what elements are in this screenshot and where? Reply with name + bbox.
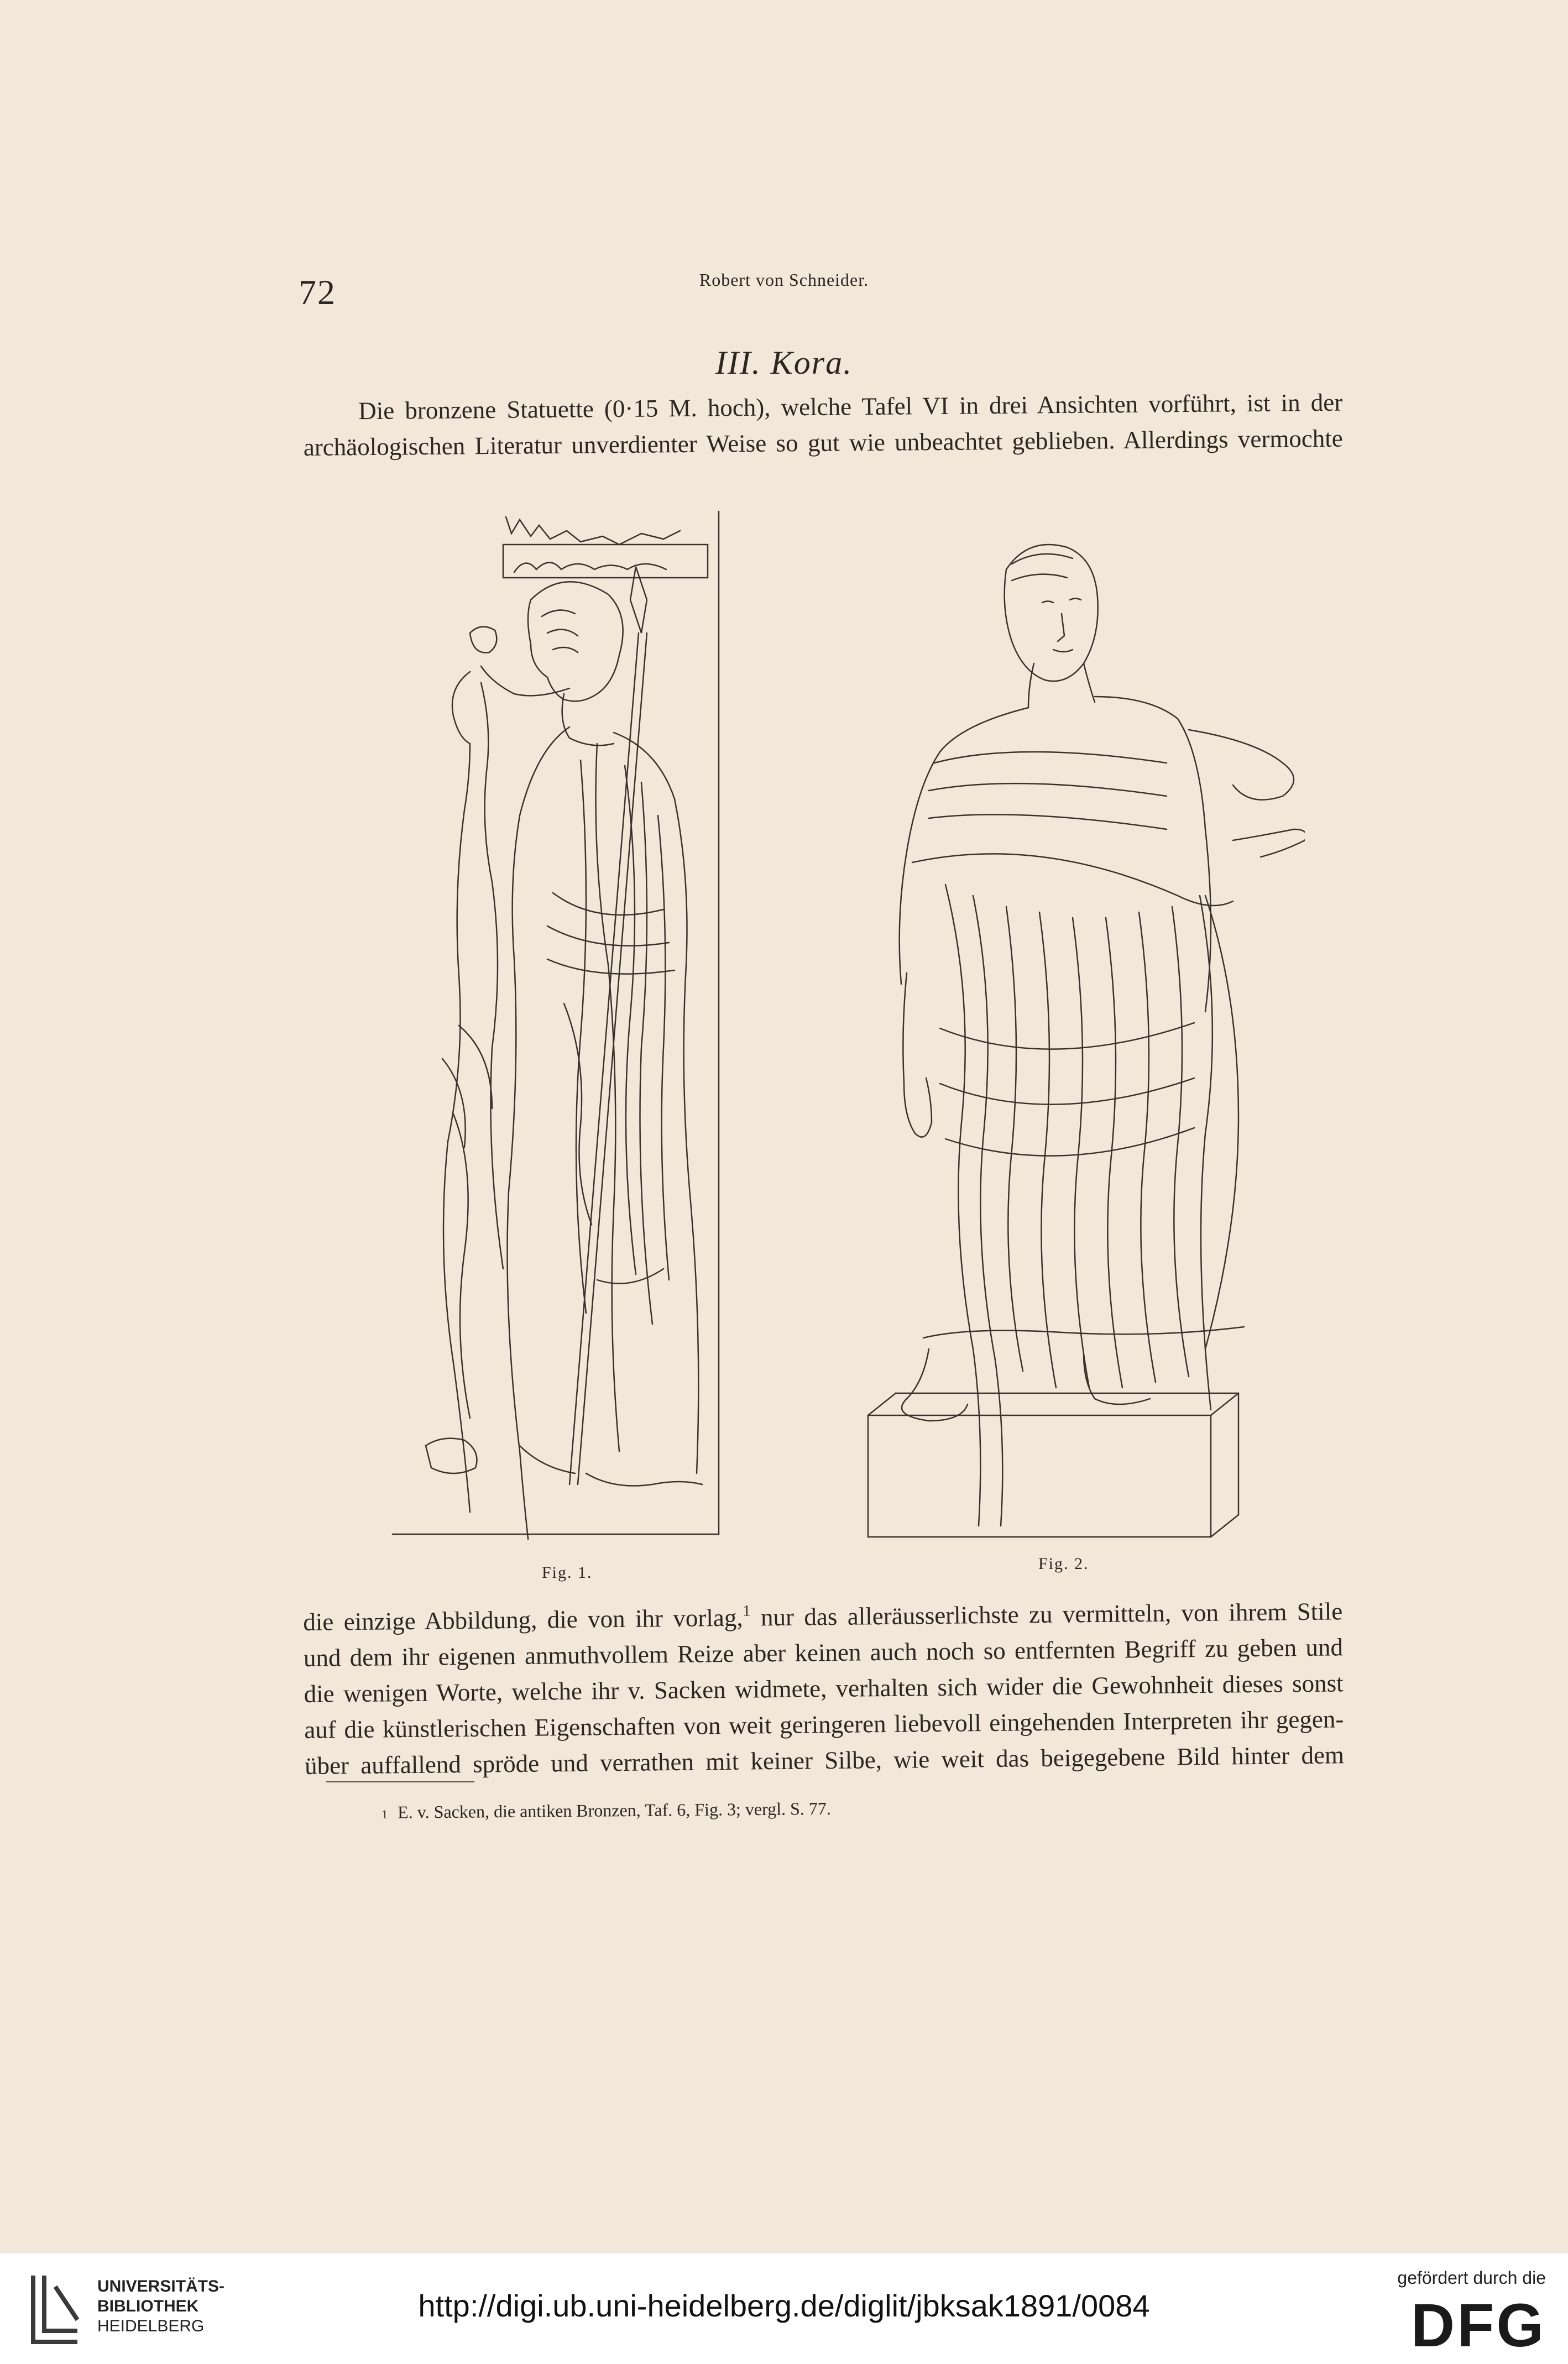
digitization-footer (0, 2253, 1568, 2364)
library-name-line: BIBLIOTHEK (97, 2297, 199, 2315)
paragraph-line: archäologischen Literatur unverdienter Weise so gut wie unbeachtet geblieben. Allerdings vermochte (303, 424, 1343, 461)
footnote-mark: 1 (381, 1807, 388, 1821)
paragraph-continued (303, 1593, 1344, 1784)
page-number: 72 (299, 273, 336, 312)
footnote-text: E. v. Sacken, die antiken Bronzen, Taf. 6, Fig. 3; vergl. S. 77. (397, 1798, 831, 1822)
paragraph-line: Die bronzene Statuette (0·15 M. hoch), welche Tafel VI in drei Ansichten vorführt, ist in der (358, 388, 1343, 425)
section-title: III. Kora. (715, 344, 853, 381)
figure-2-caption: Fig. 2. (1038, 1555, 1089, 1573)
footnote-reference[interactable]: 1 (743, 1602, 751, 1620)
paragraph-line: die wenigen Worte, welche ihr v. Sacken widmete, verhalten sich wider die Gewohnheit dieses sonst (304, 1669, 1344, 1708)
figure-1-relief-illustration (387, 506, 730, 1540)
library-name-line: UNIVERSITÄTS- (97, 2277, 225, 2295)
figure-1-caption: Fig. 1. (542, 1563, 593, 1582)
figure-2-statue-illustration (846, 531, 1305, 1542)
paragraph-line: über auffallend spröde und verrathen mit keiner Silbe, wie weit das beigegebene Bild hinter dem (304, 1741, 1345, 1780)
footnote (381, 1798, 831, 1823)
paragraph-line: auf die künstlerischen Eigenschaften von weit geringeren liebevoll eingehenden Interpreten ihr gegen- (304, 1705, 1344, 1744)
funding-note: gefördert durch die (1397, 2268, 1546, 2288)
paragraph-line: und dem ihr eigenen anmuthvollem Reize aber keinen auch noch so entfernten Begriff zu geben und (303, 1633, 1344, 1672)
dfg-logo[interactable]: DFG (1410, 2292, 1546, 2360)
footnote-divider (326, 1781, 474, 1782)
running-head: Robert von Schneider. (699, 270, 869, 290)
line-text: nur das alleräusserlichste zu vermitteln, von ihrem Stile (750, 1597, 1343, 1631)
line-text: die einzige Abbildung, die von ihr vorlag, (303, 1603, 743, 1636)
library-name-line: HEIDELBERG (97, 2317, 205, 2335)
paragraph-intro (303, 385, 1343, 466)
permalink-url[interactable]: http://digi.ub.uni-heidelberg.de/diglit/jbksak1891/0084 (418, 2288, 1150, 2323)
